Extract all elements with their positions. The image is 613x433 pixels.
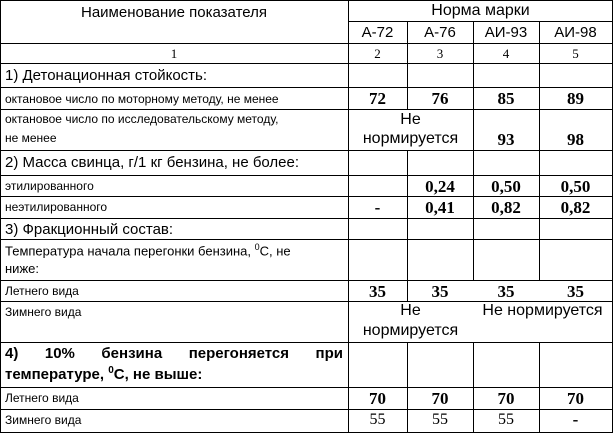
row-value: 35 — [497, 282, 515, 301]
grid-line — [0, 239, 613, 240]
grid-line — [0, 150, 613, 151]
grid-line — [348, 21, 613, 22]
row-value: 70 — [567, 389, 584, 408]
header-brand-ai93: АИ-93 — [484, 24, 528, 41]
grid-line — [0, 196, 613, 197]
not-regulated-note: Не нормируется — [482, 302, 603, 319]
row-label: неэтилированного — [5, 200, 108, 214]
header-indicator-name: Наименование показателя — [81, 4, 267, 21]
row-value: 0,82 — [491, 198, 521, 217]
column-number: 2 — [374, 46, 381, 61]
row-value: 72 — [369, 89, 386, 108]
row-value: 55 — [498, 411, 514, 428]
row-value: 70 — [497, 389, 515, 408]
row-value: 35 — [431, 282, 449, 301]
grid-line — [0, 409, 613, 410]
row-value: 0,82 — [560, 198, 591, 217]
section-heading: 1) Детонационная стойкость: — [5, 67, 208, 84]
grid-line — [473, 21, 474, 281]
not-regulated-note: Не — [400, 111, 421, 128]
row-label: не менее — [5, 131, 57, 145]
row-value: 35 — [369, 282, 386, 301]
section-heading: 2) Масса свинца, г/1 кг бензина, не более: — [5, 154, 300, 171]
grid-line — [407, 150, 408, 301]
row-value: 76 — [431, 89, 449, 108]
not-regulated-note: Не — [400, 302, 421, 319]
section-heading: температуре, $^0$С, не выше: — [5, 365, 203, 383]
header-brand-ai98: АИ-98 — [554, 24, 597, 41]
grid-line — [0, 43, 613, 44]
row-label: октановое число по исследовательскому методу, — [5, 112, 279, 126]
row-label: ниже: — [5, 261, 39, 276]
row-value: 93 — [497, 130, 515, 149]
row-label: Температура начала перегонки бензина, $^0$С, не — [5, 242, 291, 259]
grid-line — [0, 342, 613, 343]
grid-line — [0, 280, 613, 281]
row-value: 0,50 — [560, 177, 591, 196]
row-value: 70 — [369, 389, 386, 408]
column-number: 3 — [436, 46, 444, 61]
section-heading: 3) Фракционный состав: — [5, 221, 174, 238]
row-value: 55 — [432, 411, 448, 428]
header-brand-a72: А-72 — [361, 24, 394, 41]
row-label: октановое число по моторному методу, не менее — [5, 92, 279, 106]
row-value: - — [572, 410, 579, 429]
row-value: 70 — [431, 389, 449, 408]
grid-line — [0, 63, 613, 64]
grid-line — [0, 87, 613, 88]
section-heading: 4) 10% бензина перегоняется при — [5, 345, 343, 362]
row-value: 89 — [567, 89, 584, 108]
row-value: 55 — [369, 411, 386, 428]
row-value: 98 — [567, 130, 584, 149]
grid-line — [348, 0, 349, 433]
not-regulated-note: нормируется — [362, 130, 459, 147]
grid-line — [0, 0, 1, 433]
header-brand-norm: Норма марки — [431, 2, 530, 19]
column-number: 5 — [572, 46, 579, 61]
row-value: 0,24 — [425, 177, 455, 196]
row-value: 0,50 — [491, 177, 521, 196]
grid-line — [539, 21, 540, 281]
row-value: - — [374, 198, 381, 217]
row-label: этилированного — [5, 179, 94, 193]
row-label: Летнего вида — [5, 284, 79, 298]
row-value: 0,41 — [425, 198, 455, 217]
row-label: Зимнего вида — [5, 413, 82, 427]
row-value: 85 — [497, 89, 515, 108]
grid-line — [0, 109, 613, 110]
column-number: 4 — [502, 46, 510, 61]
row-value: 35 — [567, 282, 584, 301]
grid-line — [0, 0, 613, 1]
grid-line — [0, 387, 613, 388]
grid-line — [0, 218, 613, 219]
grid-line — [0, 175, 613, 176]
header-brand-a76: А-76 — [424, 24, 456, 41]
row-label: Зимнего вида — [5, 305, 82, 319]
not-regulated-note: нормируется — [362, 322, 459, 339]
row-label: Летнего вида — [5, 391, 79, 405]
column-number: 1 — [170, 46, 178, 61]
